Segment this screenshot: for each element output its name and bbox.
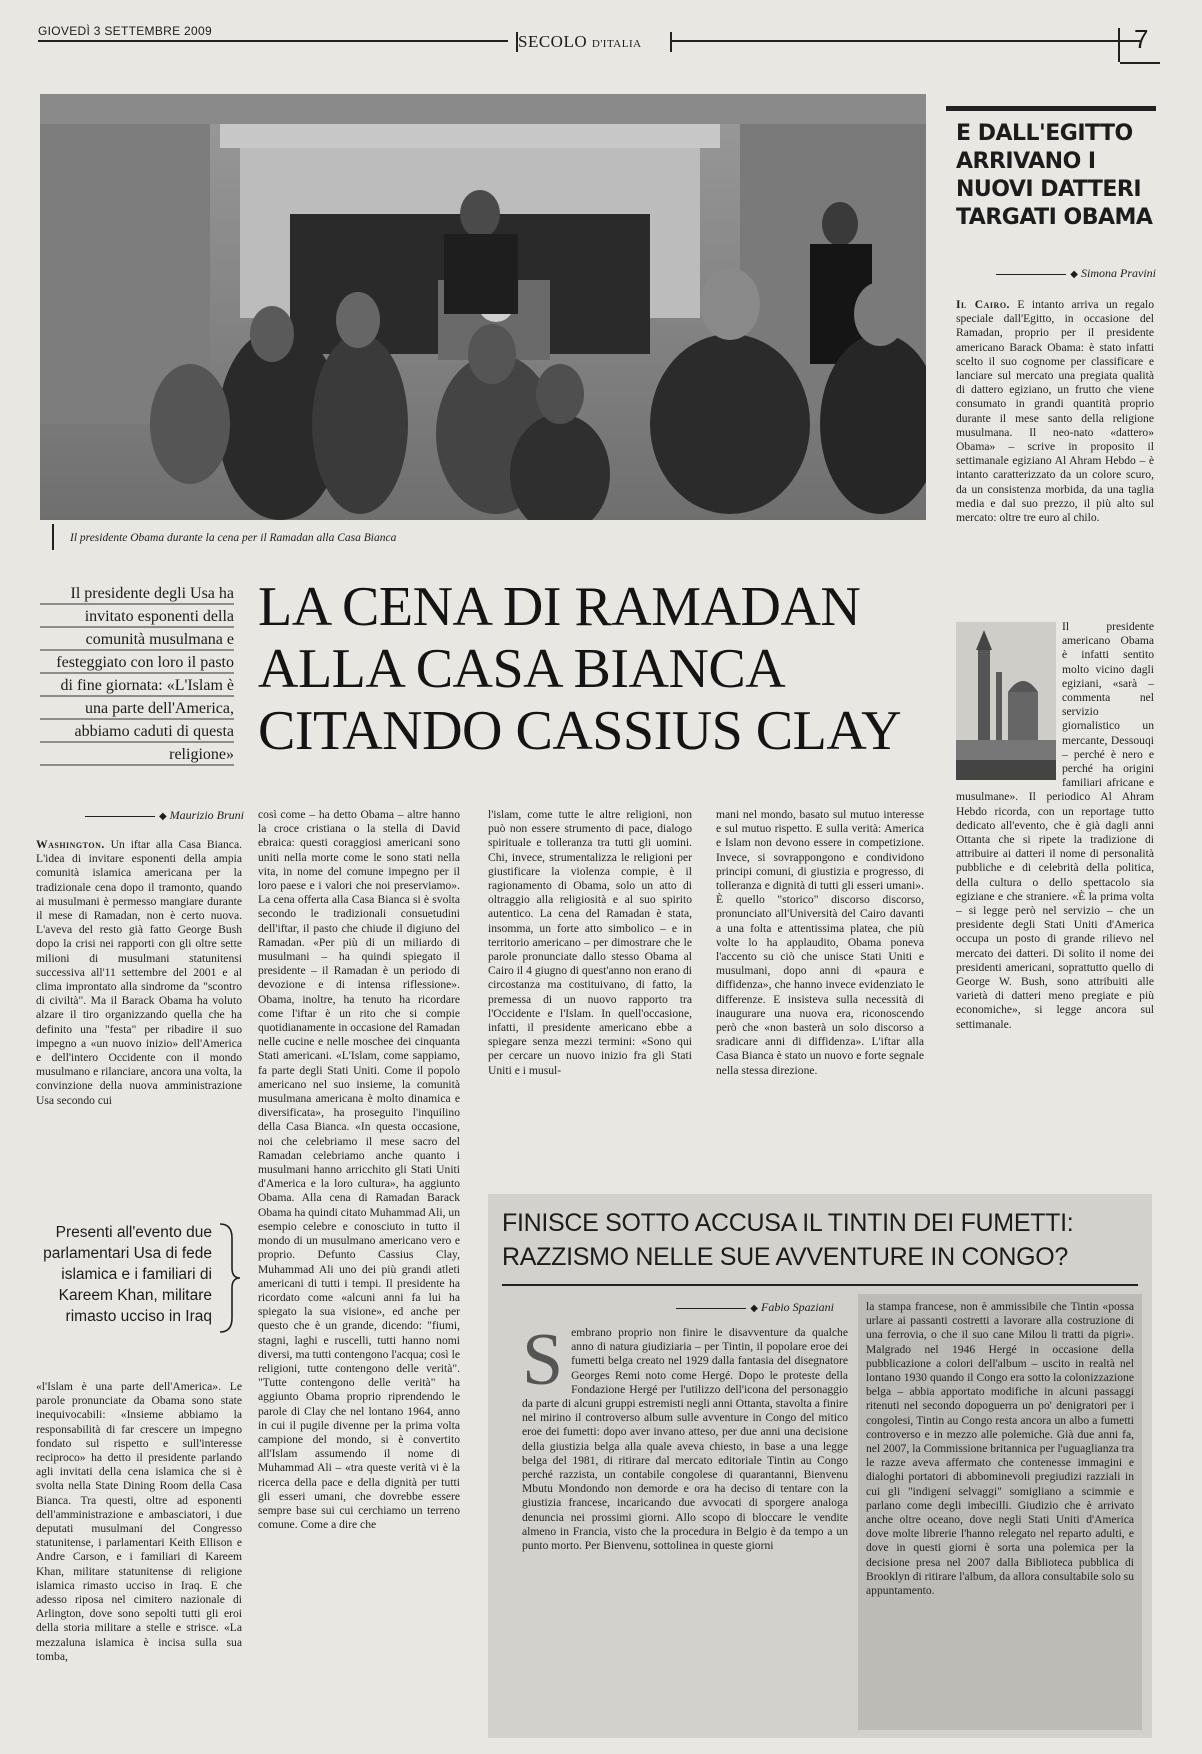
page-number: 7: [1134, 24, 1149, 54]
article-deck: Il presidente degli Usa ha invitato esponenti della comunità musulmana e festeggiato con loro il pasto di fine giornata: «L'Islam è una parte dell'America, abbiamo caduti di questa religione»: [40, 582, 234, 768]
masthead-title: SECOLO: [518, 32, 588, 51]
main-photo: [40, 94, 926, 520]
sidebar-byline: ◆ Simona Pravini: [950, 266, 1156, 281]
main-col-4-text: mani nel mondo, basato sul mutuo interesse e sul mutuo rispetto. E sulla verità: America e Islam non devono essere in competizione. Invece, si sovrappongono e condividono principi comuni, di giustizia e progresso, di tolleranza e dignità di tutti gli esseri umani». È quello "storico" discorso discorso, pronunciato all'Università del Cairo davanti a una folta e attentissima platea, che più volte lo ha applaudito, Obama poneva l'accento su ciò che unisce Stati Uniti e musulmani, dopo anni di «paura e diffidenza», che hanno invece evidenziato le differenze. E insisteva sulla necessità di inaugurare una nuova era, riconoscendo però che «non basterà un solo discorso a sradicare anni di diffidenza». L'iftar alla Casa Bianca è stato un nuovo e forte segnale nella stessa direzione.: [716, 808, 924, 1077]
tintin-headline-line2: RAZZISMO NELLE SUE AVVENTURE IN CONGO?: [502, 1243, 1069, 1271]
main-col-1b-text: «l'Islam è una parte dell'America». Le parole pronunciate da Obama sono state inequivocabili: «Insieme abbiamo la responsabilità di far crescere un impegno fondato sul rispetto e sull'interesse reciproco» ha detto il presidente parlando agli invitati della cena islamica che si è svolta nella State Dining Room della Casa Bianca. Tra questi, oltre ad esponenti dell'amministrazione e ambasciatori, i due deputati musulmani del Congresso statunitense, i parlamentari Keith Ellison e Andre Carson, e i familiari di Kareem Khan, militare statunitense di religione islamica rimasto ucciso in Iraq. E che adesso riposa nel cimitero nazionale di Arlington, dove sono sepolti tutti gli eroi della storia militare a stelle e strisce. «La mezzaluna islamica è incisa sulla sua tomba,: [36, 1380, 242, 1663]
tintin-headline-line1: FINISCE SOTTO ACCUSA IL TINTIN DEI FUMETTI:: [502, 1209, 1074, 1237]
main-author: Maurizio Bruni: [169, 808, 244, 822]
main-col-2-text: così come – ha detto Obama – altre hanno la croce cristiana o la stella di David ebraica: questi coraggiosi americani sono uniti nella morte come le sono stati nella vita, in nome del comune impegno per il loro paese e i valori che noi preserviamo». La cena offerta alla Casa Bianca si è svolta secondo le tradizionali consuetudini dell'iftar, il pasto che chiude il digiuno del Ramadan. «Per più di un miliardo di musulmani – ha quindi spiegato il presidente – il Ramadan è un periodo di devozione e di intensa riflessione». Obama, inoltre, ha tenuto ha ricordare come l'iftar è un rito che si compie quotidianamente in occasione del Ramadan nelle cucine e nelle moschee dei cinquanta Stati americani. «L'Islam, come sappiamo, fa parte degli Stati Uniti. Come il popolo americano nel suo insieme, la comunità musulmana americana è molto dinamica e diversificata», ha proseguito l'inquilino della Casa Bianca. «In questa occasione, noi che celebriamo il mese sacro del Ramadan celebriamo anche quanto i musulmani hanno arricchito gli Stati Uniti d'America e la loro cultura», ha aggiunto Obama. Alla cena di Ramadan Barack Obama ha quindi citato Muhammad Ali, un esempio celebre e conosciuto in tutto il mondo di un musulmano americano vero e proprio. Defunto Cassius Clay, Muhammad Ali uno dei più grandi atleti americani di tutti i tempi. Il presidente ha ricordato come «alcuni anni fa lui ha spiegato la sua visione», ed anche per questo che è un grande, dicendo: "fiumi, stagni, laghi e ruscelli, tutti hanno nomi diversi, ma tutti contengono l'acqua; così le religioni, tutte contengono delle verità". "Tutte contengono delle verità" ha aggiunto Obama proprio riprendendo le parole di Clay che nel lontano 1964, anno in cui il pugile divenne per la prima volta campione del mondo, si è convertito all'Islam assumendo il nome di Muhammad Ali – «tra queste verità vi è la ricerca della pace e della dignità per tutti gli esseri umani, che dovrebbe essere sempre base sui cui cerchiamo un terreno comune. Come a dire che: [258, 808, 460, 1532]
masthead-suffix: D'ITALIA: [591, 38, 642, 50]
tintin-text-a-body: embrano proprio non finire le disavventure da qualche anno di natura giudiziaria – per Tintin, il popolare eroe dei fumetti belga creato nel 1929 dalla fantasia del disegnatore Georges Remi noto come Hergé. Dopo le proteste della Fondazione Hergé per l'utilizzo dell'icona del personaggio da parte di alcuni gruppi estremisti negli anni Ottanta, stavolta a finire nel mirino il controverso album sulle avventure in Congo del mitico eroe dei fumetti: dopo aver invano atteso, per due anni una decisione della giustizia belga alla quale aveva chiesto, in base a una legge belga del 1981, di ritirare dal mercato editoriale Tintin au Congo perché razzista, un contabile congolese di quarantanni, Bienvenu Mbutu Mondondo non demorde e ora ha deciso di tentare con la giustizia francese, incaricando due avvocati di sporgere analoga denuncia nei prossimi giorni. Allo scopo di bloccare le vendite almeno in Francia, visto che la procedura in Belgio è da tempo a un punto morto. Per Bienvenu, sottolinea in queste giorni: [522, 1326, 848, 1553]
sidebar-text-b: [956, 620, 1154, 1098]
main-col-3-text: l'islam, come tutte le altre religioni, non può non essere strumento di pace, dialogo spirituale e tolleranza tra tutti gli uomini. Chi, invece, strumentalizza le religioni per giustificare la violenza compie, è il ragionamento di Obama, solo un atto di oltraggio alla religiosità e al suo spirito autentico. La cena del Ramadan è stata, insomma, un forte atto simbolico – e in territorio americano – per dimostrare che le parole pronunciate dallo stesso Obama al Cairo il 4 giugno di quest'anno non erano di circostanza ma costituivano, di fatto, la premessa di un nuovo rapporto tra l'Occidente e l'Islam. In quell'occasione, infatti, il presidente americano ebbe a spiegare senza mezzi termini: «Sono qui per cercare un nuovo inizio fra gli Stati Uniti e i musul-: [488, 808, 692, 1077]
main-col-1b: [36, 1380, 242, 1748]
sidebar-headline: E DALL'EGITTO ARRIVANO I NUOVI DATTERI TARGATI OBAMA: [956, 121, 1153, 230]
tintin-text-a: [522, 1326, 848, 1730]
main-col-2: [258, 808, 460, 1748]
tintin-byline: ◆ Fabio Spaziani: [588, 1300, 834, 1315]
main-col-3: [488, 808, 692, 1232]
pull-quote: Presenti all'evento due parlamentari Usa di fede islamica e i familiari di Kareem Khan, militare rimasto ucciso in Iraq: [43, 1224, 212, 1325]
page-header: [38, 18, 1160, 66]
sidebar-dateline: Il Cairo.: [956, 298, 1010, 311]
masthead: [518, 32, 642, 52]
tintin-author: Fabio Spaziani: [760, 1300, 834, 1314]
tintin-dropcap: S: [522, 1326, 564, 1401]
tintin-text-b: [866, 1300, 1134, 1730]
header-date: GIOVEDÌ 3 SETTEMBRE 2009: [38, 24, 212, 38]
photo-caption: Il presidente Obama durante la cena per il Ramadan alla Casa Bianca: [70, 532, 397, 544]
main-byline: ◆ Maurizio Bruni: [40, 808, 244, 823]
main-dateline: Washington.: [36, 838, 105, 851]
pull-quote-brace: [214, 1222, 244, 1334]
sidebar-author: Simona Pravini: [1081, 266, 1156, 280]
sidebar-text-a-body: E intanto arriva un regalo speciale dall'Egitto, in occasione del Ramadan, proprio per il presidente americano Barack Obama: è stato infatti scelto il suo cognome per classificare e lanciare sul mercato una pregiata qualità di dattero egiziano, un frutto che viene consumato in grandi quantità proprio durante il mese santo della religione musulmana. Il neo-nato «dattero» Obama» – scrive in proposito il settimanale egiziano Al Ahram Hebdo – è intanto caratterizzato da un colore scuro, da un consistenza morbida, da una taglia media e dal suo prezzo, il più alto sul mercato: oltre tre euro al chilo.: [956, 298, 1154, 525]
tintin-box: [488, 1194, 1152, 1738]
sidebar-text-b-body: Il presidente americano Obama è infatti sentito molto vicino dagli egiziani, «sarà – commenta nel servizio giornalistico un mercante, Dessouqi – perché è nero e perché ha origini familiari africane e musulmane». Il periodico Al Ahram Hebdo ricorda, con un reportage tutto dedicato all'evento, che è già dagli anni Ottanta che si ripete la tradizione di attribuire ai datteri il nome di personalità pubbliche e di celebrità della politica, della cultura o dello spettacolo sia egiziane e che straniere. «È la prima volta – si legge però nel servizio – che un presidente degli Stati Uniti d'America occupa un posto di grande rilievo nel mercato dei datteri. Di solito il nome dei presidenti americani, soprattutto quello di George W. Bush, sono attribuiti alle varietà di datteri meno pregiate e più economiche», si legge ancora sul settimanale.: [956, 620, 1154, 1031]
photo-illustration: [40, 94, 926, 520]
main-col-4: [716, 808, 924, 1232]
main-headline: LA CENA DI RAMADAN ALLA CASA BIANCA CITANDO CASSIUS CLAY: [258, 576, 902, 762]
main-col-1: [36, 838, 242, 1248]
tintin-headline: [502, 1206, 1142, 1274]
main-col-1-text: Un iftar alla Casa Bianca. L'idea di invitare esponenti della ampia comunità islamica americana per la tradizionale cena dopo il tramonto, quando ai musulmani è permesso mangiare durante il mese di Ramadan, non è certo nuova. L'aveva del resto già fatto George Bush dopo la crisi nei rapporti con gli oltre sette milioni di musulmani statunitensi successiva all'11 settembre del 2001 e al clima improntato alla sindrome da "scontro di civiltà". Ma il Barack Obama ha voluto alzare il tiro organizzando quella che ha definito una "festa" per ribadire il suo impegno a «un nuovo inizio» dell'America e dell'intero Occidente con il mondo musulmano e rilanciare, ancora una volta, la convinzione della nuova amministrazione Usa secondo cui: [36, 838, 242, 1107]
sidebar-text-a: [956, 298, 1154, 618]
tintin-text-b-body: la stampa francese, non è ammissibile che Tintin «possa urlare ai passanti costretti a lavorare alla costruzione di una ferrovia, o che il suo cane Milou li tratti da pigri». Malgrado nel 1946 Hergé in occasione della pubblicazione a colori dell'album – uscito in realtà nel lontano 1930 quando il Congo era sotto la colonizzazione belga – abbia apportato modifiche in alcuni passaggi ritenuti nel secondo dopoguerra un po' denigratori per i congolesi, Tintin au Congo resta ancora un albo a fumetti controverso e in mezzo alle polemiche. Già due anni fa, nel 2007, la Commissione britannica per l'uguaglianza tra le razze aveva affermato che contenesse immagini e dialoghi portatori di abbominevoli pregiudizi razziali in cui gli "indigeni selvaggi" somigliano a scimmie e parlano come degli imbecilli. Giudizio che è arrivato anche oltre oceano, dove negli Stati Uniti d'America dove molte librerie l'hanno relegato nel reparto adulti, e dove in questi giorni è sorta una polemica per la decisione presa nel 2007 dalla Biblioteca pubblica di Brooklyn di ritirare l'album, da allora consultabile solo su appuntamento.: [866, 1300, 1134, 1598]
